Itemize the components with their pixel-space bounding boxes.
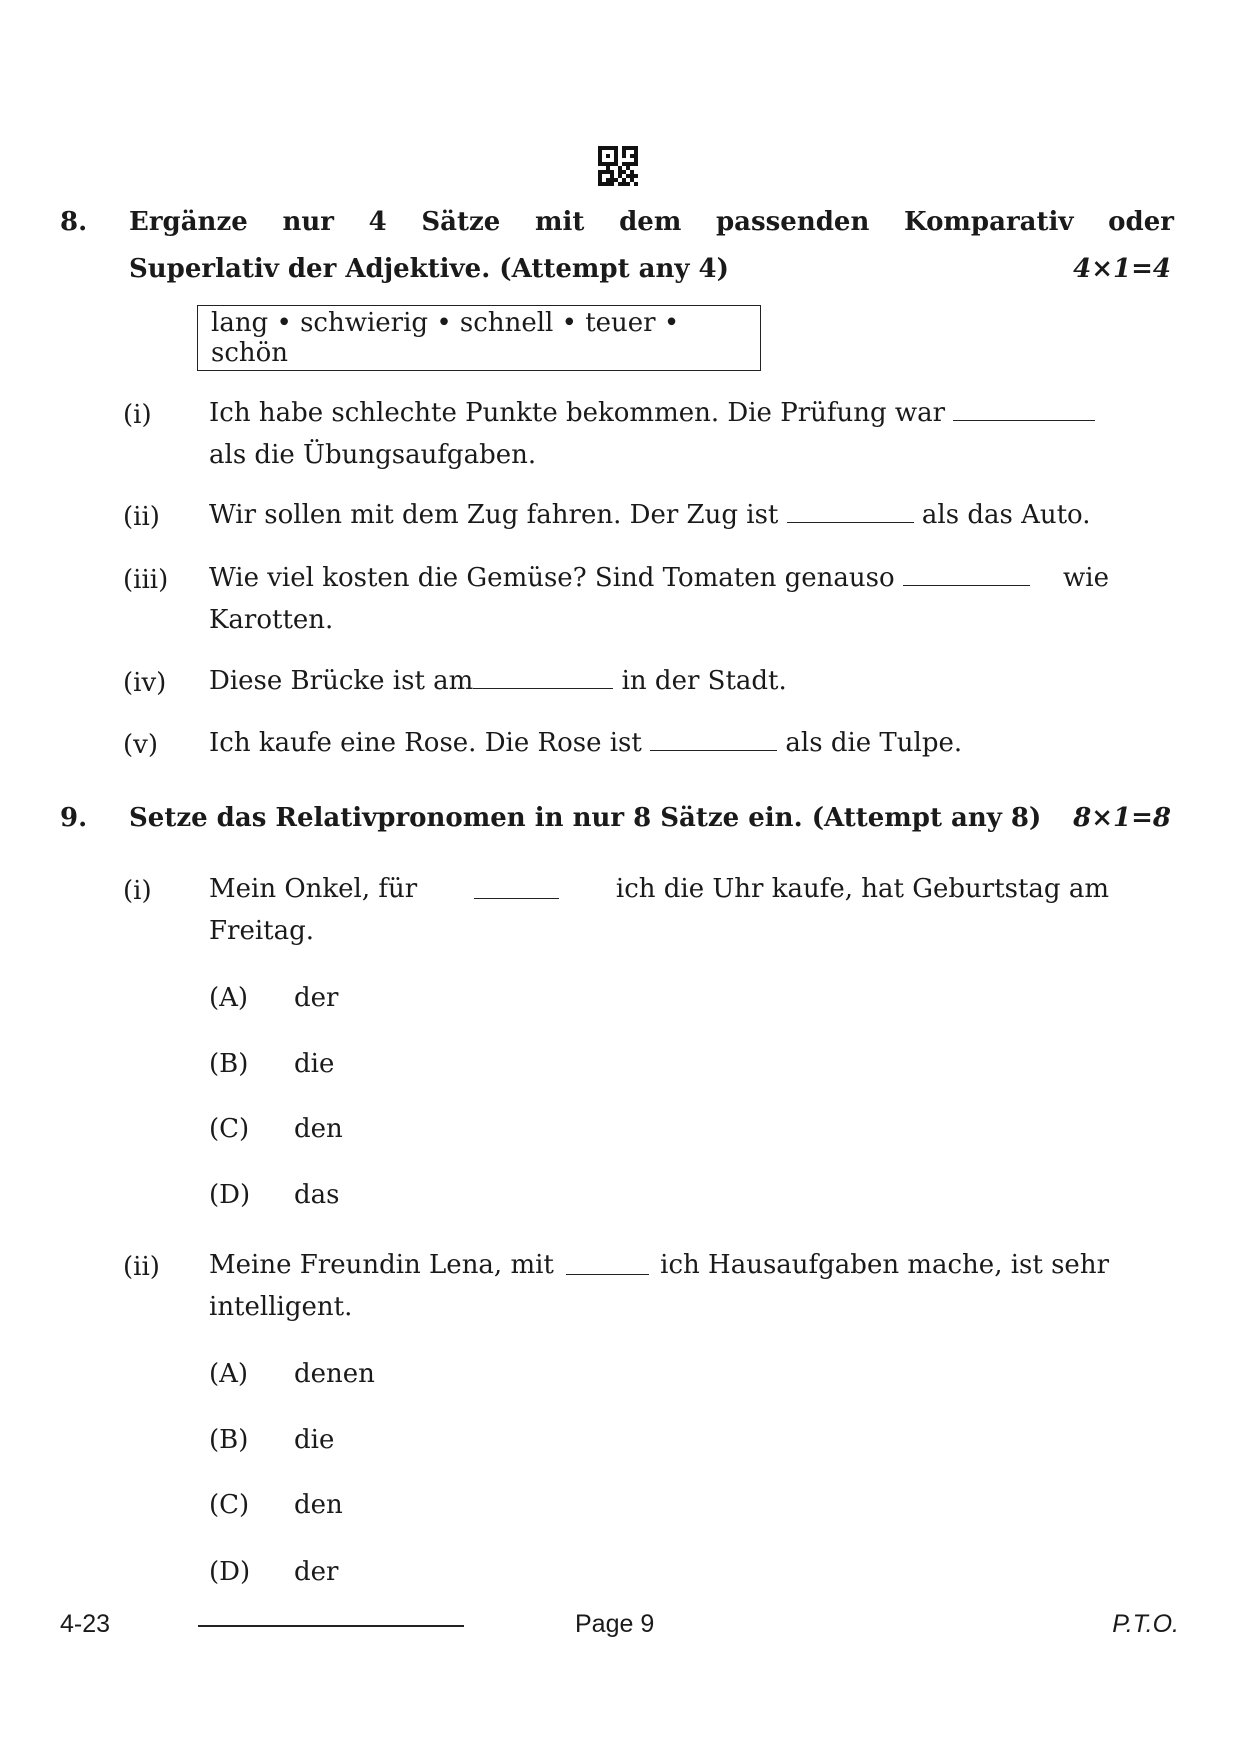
q8-item-label: (v) <box>123 730 158 760</box>
answer-blank <box>787 521 914 523</box>
option-text[interactable]: den <box>294 1114 343 1144</box>
q8-word: Ergänze <box>129 207 248 237</box>
q9-item-label: (ii) <box>123 1252 160 1282</box>
option-letter: (A) <box>209 1359 249 1389</box>
question-8-marks: 4×1=4 <box>1073 254 1171 284</box>
q8-word: mit <box>535 207 585 237</box>
qr-code <box>598 146 638 186</box>
q9-item-text: ich Hausaufgaben mache, ist sehr <box>660 1250 1109 1280</box>
q8-item-iv <box>209 660 1109 702</box>
q8-item-text: als die Übungsaufgaben. <box>209 440 537 470</box>
page-number: Page 9 <box>575 1610 655 1638</box>
q8-item-label: (iii) <box>123 565 169 595</box>
q8-word: 4 <box>368 207 387 237</box>
option-letter: (B) <box>209 1425 249 1455</box>
q8-item-label: (ii) <box>123 502 160 532</box>
q9-item-text: Freitag. <box>209 916 315 946</box>
pto-label: P.T.O. <box>1112 1610 1179 1638</box>
q8-item-text: als die Tulpe. <box>785 728 963 758</box>
q8-item-v <box>209 722 1109 764</box>
q8-item-label: (i) <box>123 400 152 430</box>
option-letter: (A) <box>209 983 249 1013</box>
option-text[interactable]: denen <box>294 1359 375 1389</box>
answer-blank <box>566 1273 649 1275</box>
q8-item-text: Ich habe schlechte Punkte bekommen. Die Prüfung war <box>209 398 946 428</box>
q8-item-text: Wir sollen mit dem Zug fahren. Der Zug ist <box>209 500 779 530</box>
q9-item-text: Meine Freundin Lena, mit <box>209 1250 554 1280</box>
paper-code: 4-23 <box>60 1610 111 1638</box>
q8-item-label: (iv) <box>123 668 167 698</box>
question-9-text: Setze das Relativpronomen in nur 8 Sätze ein. (Attempt any 8) <box>129 803 1042 833</box>
word-box <box>197 305 761 371</box>
question-8-line2: Superlativ der Adjektive. (Attempt any 4) <box>129 254 729 284</box>
answer-blank <box>650 749 777 751</box>
q8-word: Sätze <box>421 207 501 237</box>
option-letter: (D) <box>209 1557 251 1587</box>
q9-item-text: intelligent. <box>209 1292 353 1322</box>
question-8-number: 8. <box>60 207 88 237</box>
option-letter: (D) <box>209 1180 251 1210</box>
q8-item-i <box>209 392 1109 476</box>
q8-word: passenden <box>716 207 870 237</box>
q9-item-ii <box>209 1244 1109 1328</box>
option-text[interactable]: den <box>294 1490 343 1520</box>
q9-item-text: Mein Onkel, für <box>209 874 418 904</box>
q9-item-i <box>209 868 1109 952</box>
answer-blank <box>473 687 613 689</box>
option-text[interactable]: die <box>294 1425 335 1455</box>
q8-item-text: wie <box>1063 563 1109 593</box>
q8-item-text: als das Auto. <box>921 500 1091 530</box>
answer-blank <box>953 419 1095 421</box>
q8-item-text: Wie viel kosten die Gemüse? Sind Tomaten genauso <box>209 563 895 593</box>
q9-item-text: ich die Uhr kaufe, hat Geburtstag am <box>615 874 1109 904</box>
word-box-text: lang • schwierig • schnell • teuer • schön <box>211 308 680 368</box>
answer-blank <box>474 897 559 899</box>
question-9-marks: 8×1=8 <box>1073 803 1171 833</box>
q8-item-iii <box>209 557 1109 641</box>
q8-word: oder <box>1108 207 1174 237</box>
question-9-number: 9. <box>60 803 88 833</box>
q8-item-text: Diese Brücke ist am <box>209 666 474 696</box>
qr-module <box>634 182 638 186</box>
q8-item-text: in der Stadt. <box>621 666 787 696</box>
option-text[interactable]: der <box>294 1557 339 1587</box>
footer-divider <box>198 1625 464 1627</box>
option-text[interactable]: das <box>294 1180 340 1210</box>
q8-item-text: Karotten. <box>209 605 334 635</box>
option-text[interactable]: die <box>294 1049 335 1079</box>
question-8-line1 <box>129 207 1174 237</box>
q8-word: Komparativ <box>904 207 1074 237</box>
option-letter: (C) <box>209 1114 250 1144</box>
option-text[interactable]: der <box>294 983 339 1013</box>
q8-item-ii <box>209 494 1109 536</box>
option-letter: (C) <box>209 1490 250 1520</box>
answer-blank <box>903 584 1030 586</box>
q8-word: dem <box>619 207 682 237</box>
option-letter: (B) <box>209 1049 249 1079</box>
q8-item-text: Ich kaufe eine Rose. Die Rose ist <box>209 728 642 758</box>
q8-word: nur <box>282 207 334 237</box>
q9-item-label: (i) <box>123 876 152 906</box>
